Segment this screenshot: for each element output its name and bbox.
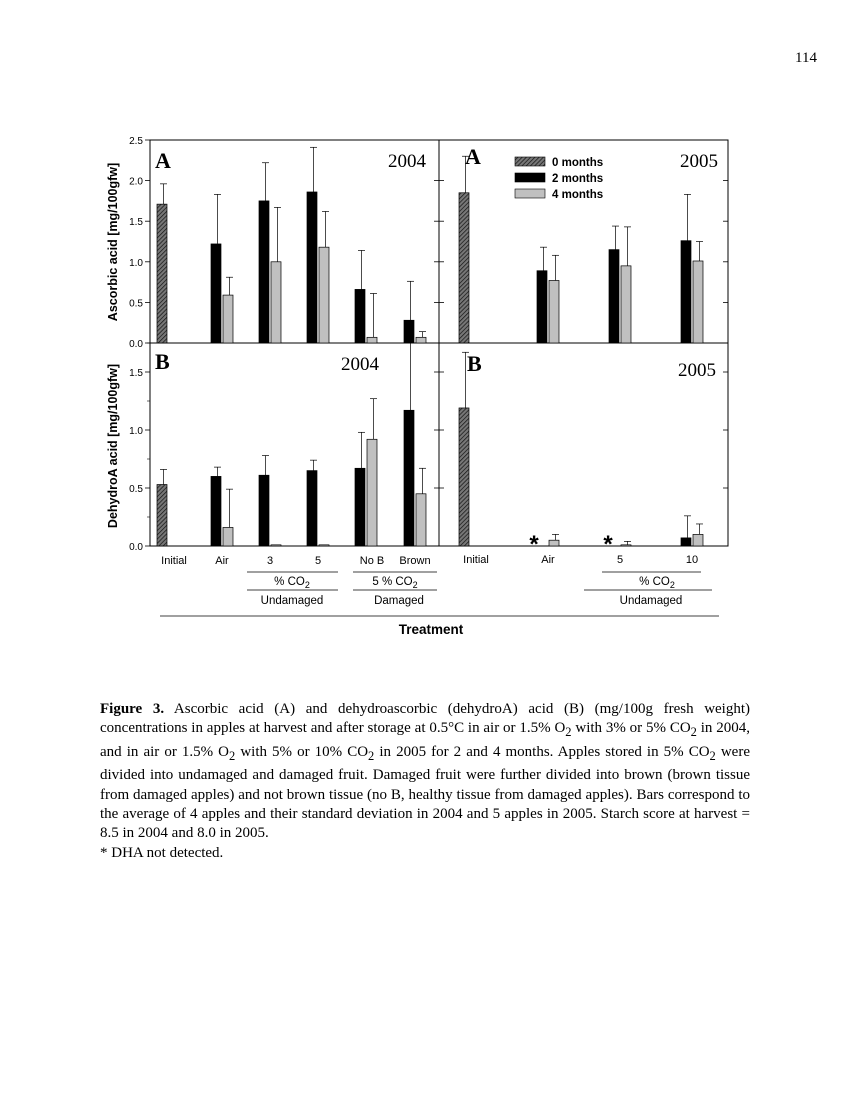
panel-a-2004-letter: A <box>155 148 171 173</box>
bar-4-months-air <box>223 295 233 343</box>
panel-b-2004-year: 2004 <box>341 354 379 375</box>
legend-swatch-2-months <box>515 173 545 182</box>
legend-swatch-0-months <box>515 157 545 166</box>
bar-2-months-3 <box>259 475 269 546</box>
bar-2-months-air <box>211 476 221 546</box>
y-tick-label: 0.0 <box>129 339 143 350</box>
y-tick-label: 0.0 <box>129 542 143 553</box>
bar-2-months-5 <box>609 250 619 343</box>
caption-text-1: Ascorbic acid (A) and dehydroascorbic (dehydroA) acid (B) (mg/100g fresh weight) concentrations in apples at harvest and after storage at 0.5°C in air or 1.5% O <box>100 701 751 737</box>
bar-4-months-brown <box>416 494 426 546</box>
y-tick-label: 2.5 <box>129 136 143 147</box>
caption-label: Figure 3. <box>100 701 165 717</box>
x-tick-2004-initial: Initial <box>161 555 187 567</box>
bar-2-months-10 <box>681 241 691 343</box>
chart-bars <box>157 147 703 546</box>
bar-4-months-air <box>223 527 233 546</box>
y-axis-title-ascorbic: Ascorbic acid [mg/100gfw] <box>106 162 120 322</box>
panel-a-2004-year: 2004 <box>388 151 426 172</box>
x-tick-2005-initial: Initial <box>463 554 489 566</box>
bar-4-months-5 <box>319 545 329 546</box>
bar-2-months-3 <box>259 201 269 343</box>
y-tick-label: 0.5 <box>129 298 143 310</box>
caption-text-3: in 2004, and in air or 1.5% O <box>100 720 750 760</box>
x-tick-2004-no-b: No B <box>359 555 385 567</box>
not-detected-marker-air: * <box>529 531 539 558</box>
caption-text-5: in 2005 for 2 and 4 months. Apples stored in 5% CO <box>374 743 710 760</box>
group-2005-co2-label: % $CO_2$ <box>639 576 675 590</box>
bar-2-months-air <box>211 244 221 343</box>
y-tick-label: 1.5 <box>129 217 143 229</box>
y-tick-label: 1.0 <box>129 257 143 269</box>
caption-sub-5: 2 <box>709 748 716 763</box>
bar-2-months-brown <box>404 410 414 546</box>
bar-4-months-air <box>549 540 559 546</box>
bar-2-months-brown <box>404 320 414 343</box>
figure-caption <box>100 700 750 863</box>
bar-0-months-initial <box>157 485 167 546</box>
bar-2-months-10 <box>681 538 691 546</box>
caption-note: * DHA not detected. <box>100 844 224 861</box>
bar-0-months-initial <box>157 204 167 343</box>
y-axis-title-dehydroa: DehydroA acid [mg/100gfw] <box>106 363 120 529</box>
panel-a-2005-year: 2005 <box>680 151 718 172</box>
legend-label-0-months: 0 months <box>552 157 604 169</box>
caption-text-2: with 3% or 5% CO <box>571 720 691 737</box>
caption-sub-2: 2 <box>690 725 697 740</box>
bar-4-months-no-b <box>367 337 377 343</box>
panel-b-2004-letter: B <box>155 349 170 374</box>
x-tick-2005-air: Air <box>541 554 555 566</box>
bar-4-months-10 <box>693 261 703 343</box>
caption-text-4: with 5% or 10% CO <box>235 743 369 760</box>
bar-2-months-no-b <box>355 289 365 343</box>
bar-4-months-no-b <box>367 439 377 546</box>
x-tick-2004-air: Air <box>215 555 229 567</box>
x-tick-2005-10: 10 <box>685 554 699 566</box>
panel-b-2005-year: 2005 <box>678 360 716 381</box>
caption-text-6: were divided into undamaged and damaged fruit. Damaged fruit were further divided into brown (brown tissue from damaged apples) and not brown tissue (no B, healthy tissue from damaged apples). Bars correspond to the average of 4 apples and their standard deviation in 2004 and 5 apples in 2005. Starch score at harvest = 8.5 in 2004 and 8.0 in 2005. <box>100 743 750 842</box>
x-tick-2004-3: 3 <box>266 555 274 567</box>
y-tick-label: 2.0 <box>129 176 143 188</box>
caption-sub-1: 2 <box>565 725 572 740</box>
bar-4-months-3 <box>271 545 281 546</box>
bar-2-months-no-b <box>355 468 365 546</box>
group-2004-undamaged-label: Undamaged <box>260 595 324 607</box>
bar-2-months-5 <box>307 471 317 546</box>
group-2004-5pct-label: 5 % $CO_2$ <box>372 576 418 590</box>
bar-4-months-brown <box>416 337 426 343</box>
legend-label-2-months: 2 months <box>552 173 604 185</box>
not-detected-marker-5: * <box>603 531 613 558</box>
bar-2-months-air <box>537 271 547 343</box>
bar-4-months-5 <box>621 545 631 546</box>
y-tick-label: 1.0 <box>129 426 143 437</box>
legend <box>515 157 603 201</box>
bar-2-months-5 <box>307 192 317 343</box>
panel-b-2005-letter: B <box>467 351 482 376</box>
caption-sub-4: 2 <box>368 748 375 763</box>
x-tick-2004-brown: Brown <box>399 555 431 567</box>
x-tick-2005-5: 5 <box>616 554 624 566</box>
x-tick-2004-5: 5 <box>314 555 322 567</box>
bar-4-months-5 <box>319 247 329 343</box>
bar-4-months-air <box>549 280 559 343</box>
bar-0-months-initial <box>459 193 469 343</box>
bar-0-months-initial <box>459 408 469 546</box>
legend-label-4-months: 4 months <box>552 189 604 201</box>
group-2004-co2-label: % $CO_2$ <box>274 576 310 590</box>
bar-4-months-5 <box>621 266 631 343</box>
y-tick-label: 1.5 <box>129 368 143 379</box>
caption-sub-3: 2 <box>229 748 236 763</box>
page-number: 114 <box>795 50 817 66</box>
x-axis-title: Treatment <box>398 622 464 637</box>
bar-4-months-3 <box>271 262 281 343</box>
y-tick-label: 0.5 <box>129 484 143 495</box>
bar-4-months-10 <box>693 534 703 546</box>
panel-a-2005-letter: A <box>465 144 481 169</box>
group-2004-damaged-label: Damaged <box>374 595 424 607</box>
group-2005-undamaged-label: Undamaged <box>619 595 683 607</box>
legend-swatch-4-months <box>515 189 545 198</box>
